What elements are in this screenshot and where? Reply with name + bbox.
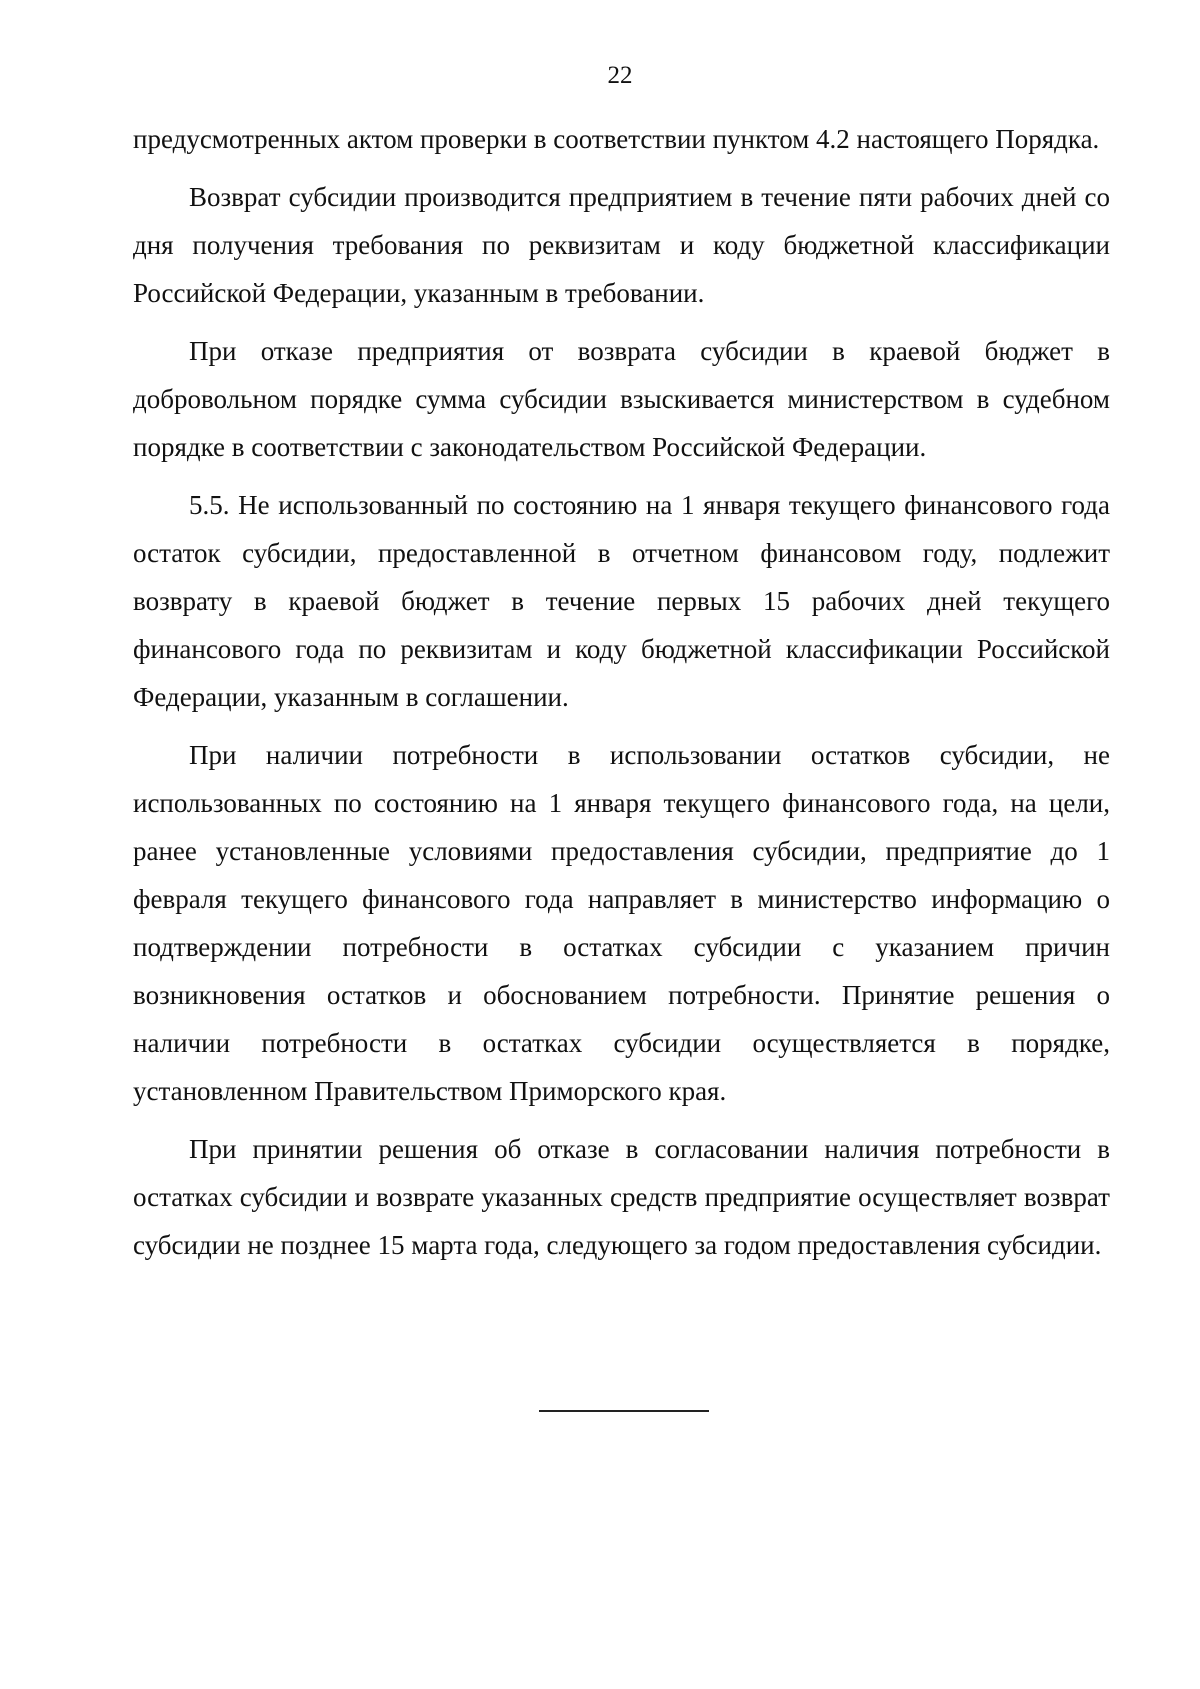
paragraph-subsidy-return: Возврат субсидии производится предприятием в течение пяти рабочих дней со дня получения требования по реквизитам и коду бюджетной классификации Российской Федерации, указанным в требовании. xyxy=(133,182,1110,308)
page-number: 22 xyxy=(607,62,633,89)
paragraph-5-5: 5.5. Не использованный по состоянию на 1 января текущего финансового года остаток субсидии, предоставленной в отчетном финансовом году, подлежит возврату в краевой бюджет в течение первых 15 рабочих дней текущего финансового года по реквизитам и коду бюджетной классификации Российской Федерации, указанным в соглашении. xyxy=(133,490,1110,712)
paragraph-remaining-need: При наличии потребности в использовании остатков субсидии, не использованных по состоянию на 1 января текущего финансового года, на цели, ранее установленные условиями предоставления субсидии, предприятие до 1 февраля текущего финансового года направляет в министерство информацию о подтверждении потребности в остатках субсидии с указанием причин возникновения остатков и обоснованием потребности. Принятие решения о наличии потребности в остатках субсидии осуществляется в порядке, установленном Правительством Приморского края. xyxy=(133,740,1110,1106)
paragraph-refusal-agreement: При принятии решения об отказе в согласовании наличия потребности в остатках субсидии и возврате указанных средств предприятие осуществляет возврат субсидии не позднее 15 марта года, следующего за годом предоставления субсидии. xyxy=(133,1134,1110,1260)
paragraph-continuation: предусмотренных актом проверки в соответствии пунктом 4.2 настоящего Порядка. xyxy=(133,124,1100,154)
end-of-document-rule xyxy=(539,1410,709,1412)
document-body xyxy=(133,115,1110,1279)
paragraph-refusal: При отказе предприятия от возврата субсидии в краевой бюджет в добровольном порядке сумма субсидии взыскивается министерством в судебном порядке в соответствии с законодательством Российской Федерации. xyxy=(133,336,1110,462)
